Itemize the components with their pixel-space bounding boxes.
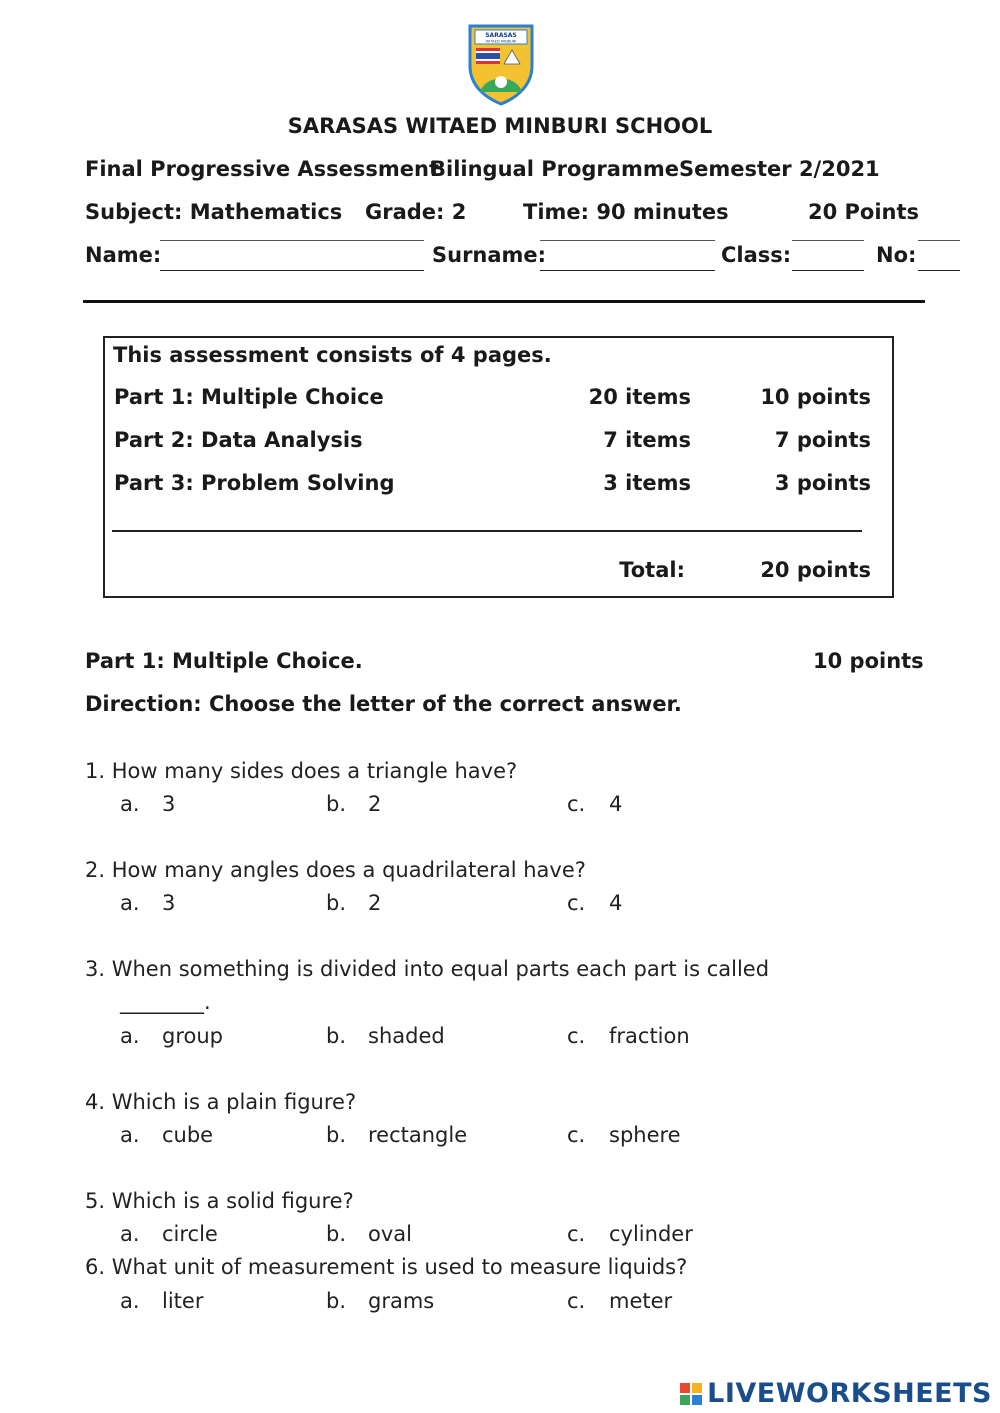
part1-title: Part 1: Multiple Choice. — [85, 649, 363, 673]
question-3-option-a[interactable]: a. group — [120, 1024, 223, 1048]
question-1-text: 1. How many sides does a triangle have? — [85, 759, 518, 783]
programme-title: Bilingual Programme — [430, 157, 679, 181]
question-3-blank: ________. — [120, 990, 211, 1014]
summary-part-1-label: Part 1: Multiple Choice — [114, 385, 384, 409]
summary-divider — [112, 530, 862, 532]
question-6-option-c[interactable]: c. meter — [567, 1289, 673, 1313]
question-3-text: 3. When something is divided into equal parts each part is called — [85, 957, 770, 981]
direction-label: Direction — [85, 692, 194, 716]
header-divider — [83, 300, 925, 303]
svg-text:WITAED MINBURI: WITAED MINBURI — [485, 39, 517, 44]
question-1-option-a[interactable]: a. 3 — [120, 792, 176, 816]
class-field-top-line — [792, 240, 864, 241]
semester-label: Semester 2/2021 — [679, 157, 880, 181]
question-2-option-c[interactable]: c. 4 — [567, 891, 623, 915]
subject-label: Subject: Mathematics — [85, 200, 343, 224]
question-6-option-b[interactable]: b. grams — [326, 1289, 435, 1313]
summary-total-points: 20 points — [760, 558, 871, 582]
assessment-title: Final Progressive Assessment — [85, 157, 440, 181]
question-2-text: 2. How many angles does a quadrilateral have? — [85, 858, 586, 882]
name-label: Name: — [85, 243, 162, 267]
summary-part-1-points: 10 points — [760, 385, 871, 409]
question-5-text: 5. Which is a solid figure? — [85, 1189, 354, 1213]
no-field[interactable] — [918, 270, 960, 271]
summary-part-3-items: 3 items — [603, 471, 691, 495]
class-field[interactable] — [792, 270, 864, 271]
question-4-option-b[interactable]: b. rectangle — [326, 1123, 468, 1147]
school-crest-logo — [466, 22, 536, 106]
direction-text: : Choose the letter of the correct answer. — [193, 692, 682, 716]
summary-intro: This assessment consists of 4 pages. — [113, 343, 552, 367]
no-label: No: — [876, 243, 917, 267]
summary-part-3-points: 3 points — [774, 471, 871, 495]
question-4-option-c[interactable]: c. sphere — [567, 1123, 681, 1147]
surname-label: Surname: — [432, 243, 547, 267]
liveworksheets-logo-icon — [679, 1382, 703, 1406]
liveworksheets-brand[interactable] — [679, 1378, 992, 1409]
summary-part-1-items: 20 items — [588, 385, 691, 409]
summary-total-label: Total: — [619, 558, 685, 582]
time-label: Time: 90 minutes — [523, 200, 729, 224]
question-4-text: 4. Which is a plain figure? — [85, 1090, 357, 1114]
question-2-option-a[interactable]: a. 3 — [120, 891, 176, 915]
question-1-option-b[interactable]: b. 2 — [326, 792, 382, 816]
surname-field[interactable] — [540, 270, 715, 271]
question-4-option-a[interactable]: a. cube — [120, 1123, 214, 1147]
question-3-option-c[interactable]: c. fraction — [567, 1024, 690, 1048]
part1-points: 10 points — [813, 649, 924, 673]
school-name: SARASAS WITAED MINBURI SCHOOL — [287, 114, 713, 138]
summary-part-2-items: 7 items — [603, 428, 691, 452]
name-field[interactable] — [160, 270, 424, 271]
question-6-text: 6. What unit of measurement is used to measure liquids? — [85, 1255, 688, 1279]
svg-text:SARASAS: SARASAS — [485, 32, 517, 39]
question-5-option-a[interactable]: a. circle — [120, 1222, 218, 1246]
question-5-option-b[interactable]: b. oval — [326, 1222, 412, 1246]
question-6-option-a[interactable]: a. liter — [120, 1289, 204, 1313]
assessment-summary-box — [103, 336, 894, 598]
question-1-option-c[interactable]: c. 4 — [567, 792, 623, 816]
brand-text: LIVEWORKSHEETS — [707, 1378, 992, 1409]
summary-part-2-points: 7 points — [774, 428, 871, 452]
no-field-top-line — [918, 240, 960, 241]
grade-label: Grade: 2 — [365, 200, 467, 224]
question-2-option-b[interactable]: b. 2 — [326, 891, 382, 915]
total-points-label: 20 Points — [808, 200, 920, 224]
class-label: Class: — [721, 243, 792, 267]
question-3-option-b[interactable]: b. shaded — [326, 1024, 445, 1048]
summary-part-2-label: Part 2: Data Analysis — [114, 428, 363, 452]
summary-part-3-label: Part 3: Problem Solving — [114, 471, 395, 495]
surname-field-top-line — [540, 240, 715, 241]
part1-direction — [85, 692, 682, 716]
question-5-option-c[interactable]: c. cylinder — [567, 1222, 693, 1246]
name-field-top-line — [160, 240, 424, 241]
